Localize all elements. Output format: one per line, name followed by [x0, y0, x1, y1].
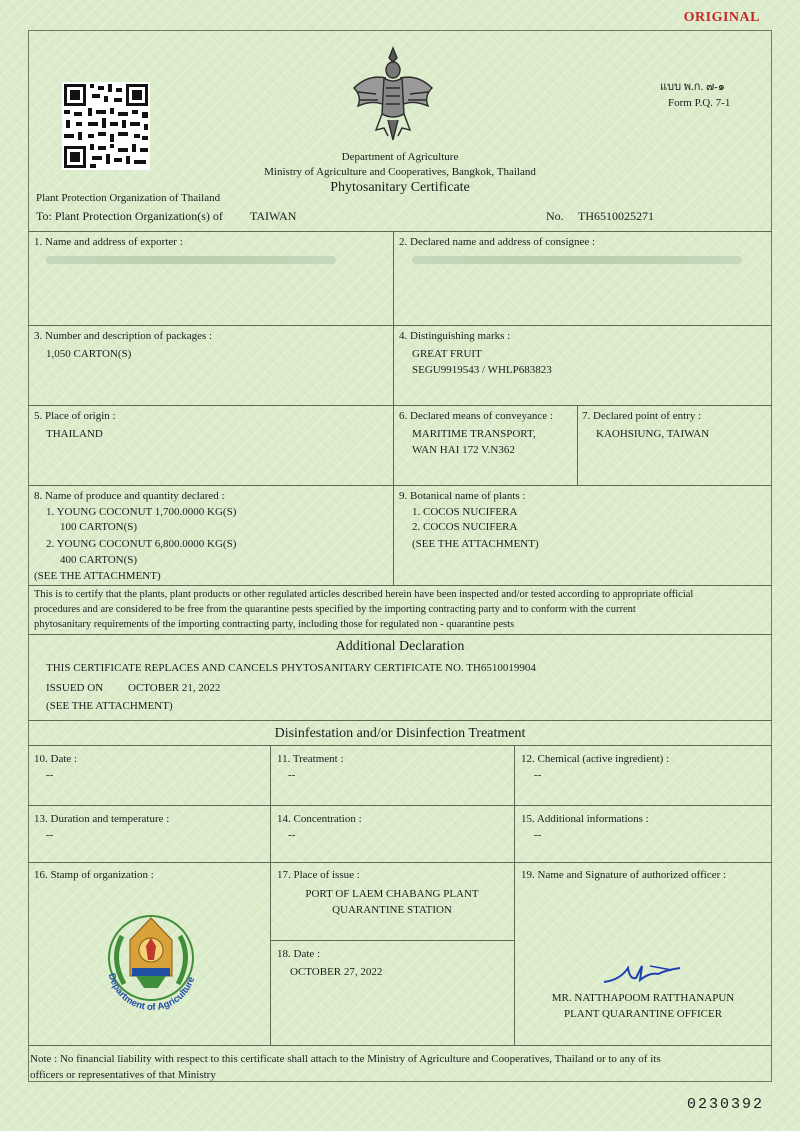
department-seal — [92, 906, 210, 1016]
department-name: Department of Agriculture — [341, 151, 459, 163]
note-line-2: officers or representatives of that Ministry — [30, 1069, 216, 1081]
place-of-issue-line-1: PORT OF LAEM CHABANG PLANT — [305, 888, 479, 900]
marks-line-1: GREAT FRUIT — [412, 348, 482, 360]
field-10-label: 10. Date : — [34, 753, 78, 765]
conveyance-line-1: MARITIME TRANSPORT, — [412, 428, 536, 440]
field-4-label: 4. Distinguishing marks : — [399, 330, 511, 342]
field-7-label: 7. Declared point of entry : — [582, 410, 702, 422]
marks-line-2: SEGU9919543 / WHLP683823 — [412, 364, 552, 376]
field-14-label: 14. Concentration : — [277, 813, 362, 825]
officer-signature — [600, 960, 690, 988]
officer-name: MR. NATTHAPOOM RATTHANAPUN — [551, 992, 735, 1004]
produce-line-4: 400 CARTON(S) — [60, 554, 138, 566]
note-line-1: Note : No financial liability with respect to this certificate shall attach to the Ministry of Agriculture and Cooperatives, Thailand or to any of its — [30, 1053, 661, 1065]
issuing-org: Plant Protection Organization of Thailand — [36, 192, 221, 204]
additional-info-value: -- — [534, 829, 542, 841]
date-value: -- — [46, 769, 54, 781]
field-1-label: 1. Name and address of exporter : — [34, 236, 183, 248]
cert-no-label: No. — [546, 209, 564, 223]
duration-value: -- — [46, 829, 54, 841]
ministry-name: Ministry of Agriculture and Cooperatives, Bangkok, Thailand — [264, 166, 536, 178]
to-label: To: Plant Protection Organization(s) of — [36, 209, 223, 223]
signature-icon — [600, 960, 690, 988]
concentration-value: -- — [288, 829, 296, 841]
cert-number: TH6510025271 — [578, 209, 654, 223]
issue-date-value: OCTOBER 27, 2022 — [290, 966, 383, 978]
botanical-line-3: (SEE THE ATTACHMENT) — [412, 538, 539, 550]
chemical-value: -- — [534, 769, 542, 781]
certify-line-2: procedures and are considered to be free from the quarantine pests specified by the importing contracting party and to conform with the current — [34, 604, 636, 615]
field-8-label: 8. Name of produce and quantity declared : — [34, 490, 225, 502]
field-6-label: 6. Declared means of conveyance : — [399, 410, 553, 422]
field-3-label: 3. Number and description of packages : — [34, 330, 213, 342]
produce-line-2: 100 CARTON(S) — [60, 521, 138, 533]
conveyance-line-2: WAN HAI 172 V.N362 — [412, 444, 515, 456]
botanical-line-2: 2. COCOS NUCIFERA — [412, 521, 518, 533]
redacted-consignee — [412, 256, 742, 264]
additional-declaration-title: Additional Declaration — [335, 639, 465, 654]
field-17-label: 17. Place of issue : — [277, 869, 360, 881]
field-5-label: 5. Place of origin : — [34, 410, 116, 422]
packages-value: 1,050 CARTON(S) — [46, 348, 132, 360]
additional-line-3: (SEE THE ATTACHMENT) — [46, 700, 173, 712]
redacted-exporter — [46, 256, 336, 264]
certify-line-1: This is to certify that the plants, plant products or other regulated articles described herein have been inspected and/or tested according to appropriate official — [34, 589, 694, 600]
department-seal-icon — [92, 906, 210, 1016]
form-thai-code: แบบ พ.ก. ๗-๑ — [660, 81, 725, 93]
field-13-label: 13. Duration and temperature : — [34, 813, 170, 825]
form-code: Form P.Q. 7-1 — [668, 97, 731, 109]
issued-on-label: ISSUED ON — [46, 682, 104, 694]
issued-on-value: OCTOBER 21, 2022 — [128, 682, 221, 694]
produce-line-1: 1. YOUNG COCONUT 1,700.0000 KG(S) — [46, 506, 237, 518]
botanical-line-1: 1. COCOS NUCIFERA — [412, 506, 518, 518]
certify-line-3: phytosanitary requirements of the importing contracting party, including those for regulated non - quarantine pests — [34, 619, 515, 630]
field-18-label: 18. Date : — [277, 948, 321, 960]
treatment-title: Disinfestation and/or Disinfection Treatment — [274, 726, 526, 741]
field-2-label: 2. Declared name and address of consignee : — [399, 236, 596, 248]
field-15-label: 15. Additional informations : — [521, 813, 649, 825]
origin-value: THAILAND — [46, 428, 103, 440]
treatment-value: -- — [288, 769, 296, 781]
certificate-title: Phytosanitary Certificate — [330, 180, 470, 195]
original-mark: ORIGINAL — [683, 10, 760, 25]
seal-text: Department of Agriculture — [105, 972, 198, 1014]
field-12-label: 12. Chemical (active ingredient) : — [521, 753, 670, 765]
produce-line-5: (SEE THE ATTACHMENT) — [34, 570, 161, 582]
field-16-label: 16. Stamp of organization : — [34, 869, 154, 881]
field-11-label: 11. Treatment : — [277, 753, 344, 765]
officer-title: PLANT QUARANTINE OFFICER — [563, 1008, 723, 1020]
additional-line-1: THIS CERTIFICATE REPLACES AND CANCELS PHYTOSANITARY CERTIFICATE NO. TH6510019904 — [46, 662, 536, 674]
field-9-label: 9. Botanical name of plants : — [399, 490, 526, 502]
place-of-issue-line-2: QUARANTINE STATION — [332, 904, 452, 916]
field-19-label: 19. Name and Signature of authorized officer : — [521, 869, 727, 881]
to-country: TAIWAN — [250, 209, 297, 223]
produce-line-3: 2. YOUNG COCONUT 6,800.0000 KG(S) — [46, 538, 237, 550]
entry-point-value: KAOHSIUNG, TAIWAN — [596, 428, 710, 440]
serial-number: 0230392 — [686, 1096, 764, 1113]
